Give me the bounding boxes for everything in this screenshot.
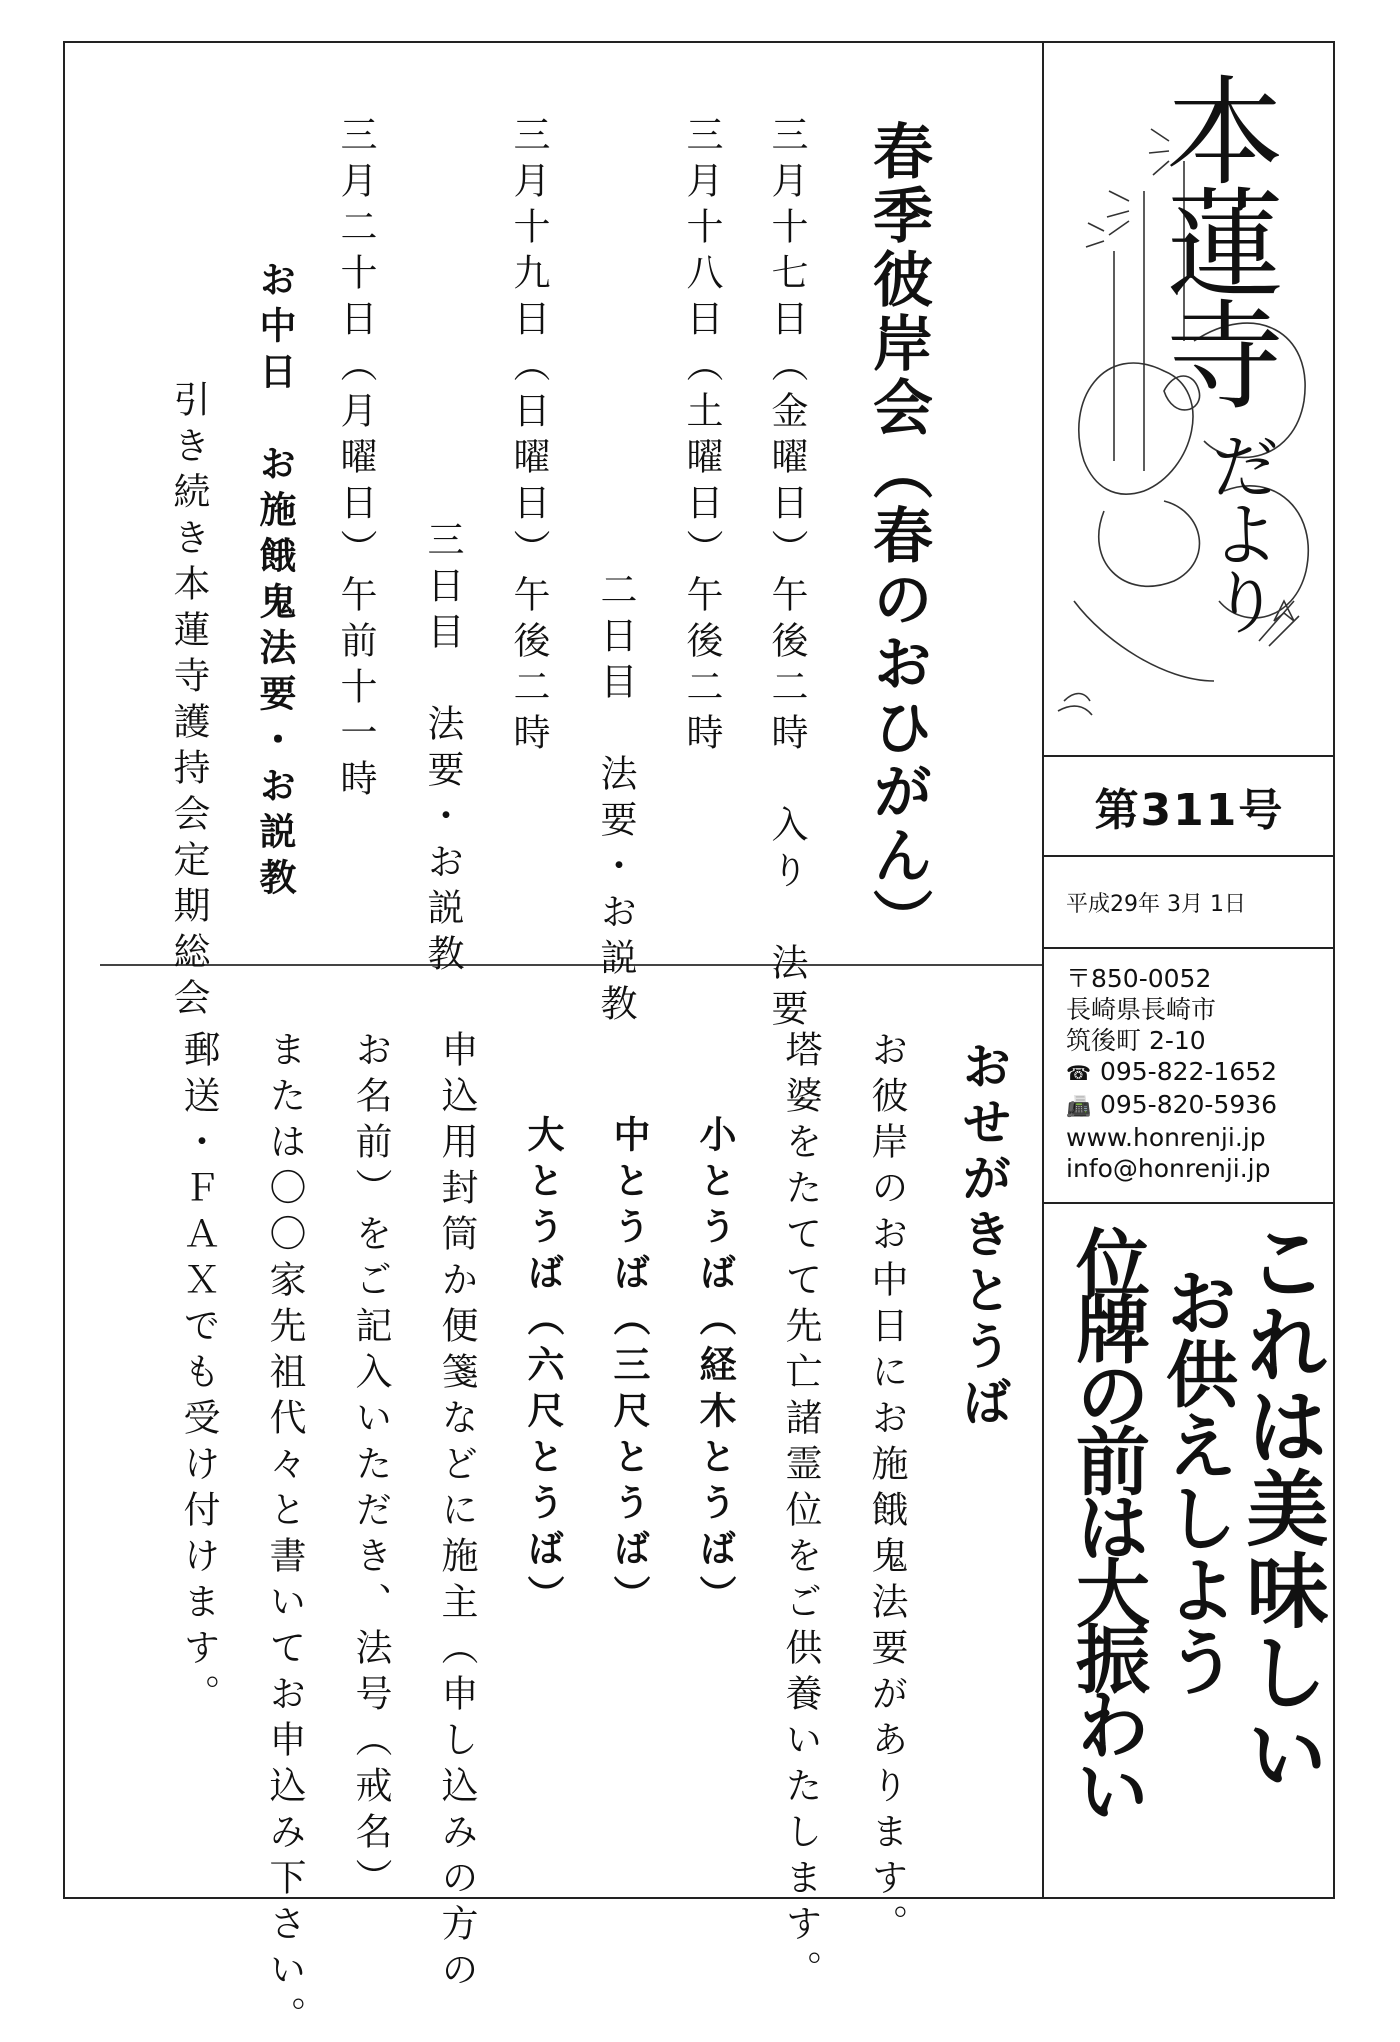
tel-line: [1066, 1056, 1335, 1089]
fax-number: 095-820-5936: [1099, 1090, 1278, 1119]
website-link[interactable]: www.honrenji.jp: [1066, 1123, 1266, 1152]
masthead-title-suffix: だより: [1199, 430, 1281, 634]
segaki-line-1: お彼岸のお中日にお施餓鬼法要があります。: [865, 1030, 908, 1950]
issue-number: 第311号: [1044, 755, 1335, 855]
fax-icon: 📠: [1066, 1094, 1091, 1118]
segaki-small: 小とうば（経木とうば）: [693, 1115, 737, 1621]
higan-day-4-sub: お中日 お施餓鬼法要・お説教: [253, 260, 297, 904]
segaki-title: おせがきとうば: [954, 1040, 1013, 1432]
section-divider: [100, 964, 1042, 966]
address-line-1: 長崎県長崎市: [1066, 995, 1217, 1024]
higan-day-4-note: 引き続き本蓮寺護持会定期総会: [167, 380, 210, 1024]
segaki-medium: 中とうば（三尺とうば）: [607, 1115, 651, 1621]
higan-day-2: 三月十八日（土曜日）午後二時: [680, 115, 723, 759]
fax-line: [1066, 1089, 1335, 1122]
higan-day-3: 三月十九日（日曜日）午後二時: [507, 115, 550, 759]
segaki-line-2: 塔婆をたてて先亡諸霊位をご供養いたします。: [779, 1030, 822, 1996]
phone-icon: ☎: [1066, 1061, 1091, 1085]
segaki-line-5: または〇〇家先祖代々と書いてお申込み下さい。: [263, 1030, 306, 2042]
higan-title: 春季彼岸会（春のおひがん）: [863, 120, 933, 952]
slogan-line-3: 位牌の前は大振わい: [1064, 1225, 1150, 1819]
slogan-line-1: これは美味しい: [1233, 1220, 1329, 1794]
higan-day-1: 三月十七日（金曜日）午後二時 入り 法要: [765, 115, 808, 1035]
higan-day-3-sub: 三日目 法要・お説教: [421, 520, 464, 980]
higan-day-2-sub: 二日目 法要・お説教: [594, 570, 637, 1030]
contact-block: [1044, 947, 1335, 1202]
segaki-line-3: 申込用封筒か便箋などに施主（申し込みの方の: [435, 1030, 478, 1996]
postal-code: 〒850-0052: [1066, 964, 1212, 993]
slogan-line-2: お供えしよう: [1154, 1265, 1239, 1697]
segaki-large: 大とうば（六尺とうば）: [521, 1115, 565, 1621]
segaki-line-4: お名前）をご記入いただき、法号（戒名）: [349, 1030, 392, 1904]
segaki-line-6: 郵送・ＦＡＸでも受け付けます。: [177, 1030, 220, 1720]
email-link[interactable]: info@honrenji.jp: [1066, 1154, 1271, 1183]
address-line-2: 筑後町 2-10: [1066, 1026, 1206, 1055]
publish-date: 平成29年 3月 1日: [1044, 855, 1335, 947]
tel-number: 095-822-1652: [1099, 1057, 1278, 1086]
higan-day-4: 三月二十日（月曜日）午前十一時: [334, 115, 377, 805]
masthead-title: 本蓮寺: [1146, 70, 1284, 406]
